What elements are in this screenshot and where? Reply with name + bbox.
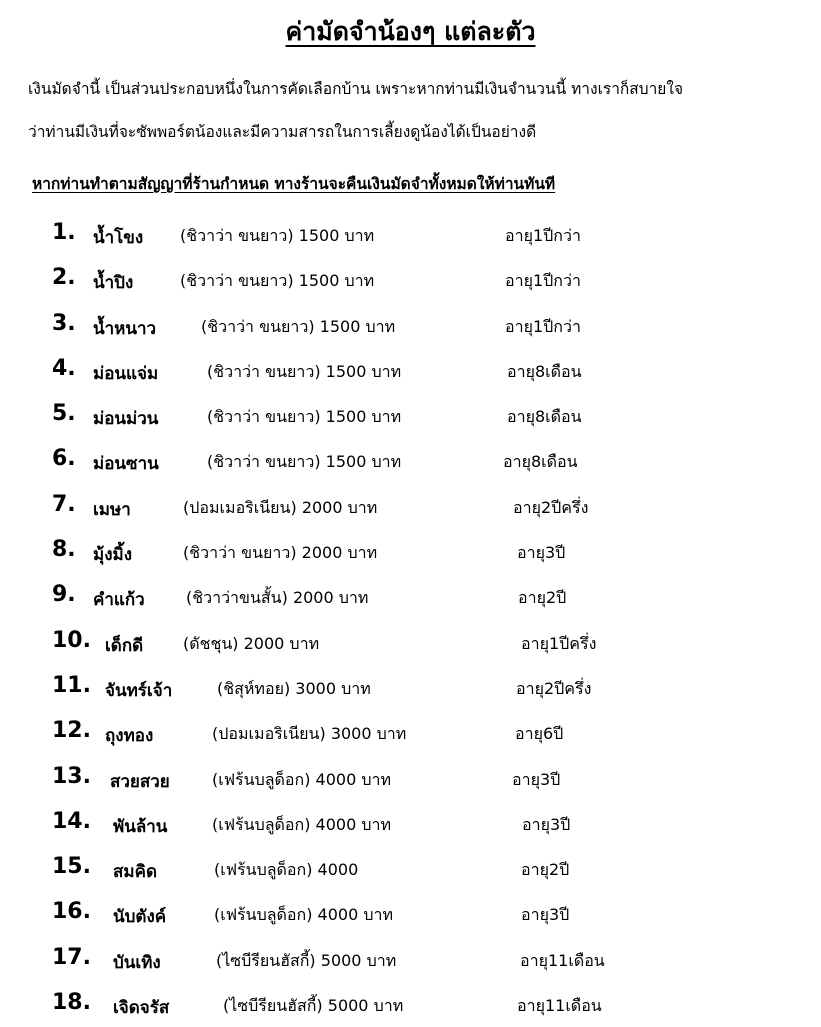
item-number: 17. (52, 944, 91, 970)
list-item (0, 801, 821, 846)
pet-name: สวยสวย (110, 771, 170, 792)
pet-age: อายุ1ปีกว่า (505, 226, 581, 245)
item-number: 11. (52, 672, 91, 698)
breed-and-price: (ชิสุห์ทอย) 3000 บาท (217, 678, 371, 698)
pet-name: มุ้งมิ้ง (93, 545, 133, 566)
refund-notice: หากท่านทำตามสัญญาที่ร้านกำหนด ทางร้านจะคืนเงินมัดจำทั้งหมดให้ท่านทันที (32, 175, 556, 193)
pet-name: บันเทิง (113, 952, 161, 973)
pet-age: อายุ6ปี (515, 724, 564, 744)
item-number: 14. (52, 808, 91, 834)
breed-and-price: (ปอมเมอริเนียน) 2000 บาท (183, 497, 378, 517)
breed-and-price: (ปอมเมอริเนียน) 3000 บาท (212, 724, 407, 744)
deposit-list (0, 212, 821, 1027)
list-item (0, 846, 821, 891)
pet-age: อายุ1ปีกว่า (505, 271, 581, 291)
item-number: 9. (52, 582, 76, 608)
pet-name: ถุงทอง (105, 726, 154, 747)
pet-age: อายุ3ปี (512, 769, 561, 789)
breed-and-price: (เฟร้นบลูด็อก) 4000 บาท (214, 905, 394, 925)
item-number: 7. (52, 491, 76, 517)
pet-name: พันล้าน (113, 816, 168, 837)
breed-and-price: (ชิวาว่า ขนยาว) 1500 บาท (180, 271, 375, 291)
breed-and-price: (ชิวาว่า ขนยาว) 1500 บาท (207, 452, 402, 472)
breed-and-price: (เฟร้นบลูด็อก) 4000 บาท (212, 769, 392, 789)
pet-age: อายุ2ปี (518, 588, 567, 608)
item-number: 12. (52, 718, 91, 744)
item-number: 1. (52, 220, 76, 245)
item-number: 2. (52, 265, 76, 291)
pet-name: น้ำหนาว (93, 318, 157, 339)
breed-and-price: (ชิวาว่า ขนยาว) 2000 บาท (183, 543, 378, 563)
item-number: 6. (52, 446, 76, 472)
list-item (0, 393, 821, 438)
pet-age: อายุ8เดือน (507, 361, 582, 381)
list-item (0, 937, 821, 982)
pet-age: อายุ3ปี (522, 814, 571, 834)
list-item (0, 756, 821, 801)
list-item (0, 438, 821, 483)
pet-name: น้ำปิง (93, 273, 134, 294)
pet-name: ม่อนแจ่ม (93, 363, 159, 384)
pet-name: เมษา (93, 499, 131, 520)
item-number: 4. (52, 355, 76, 381)
pet-name: น้ำโขง (93, 228, 144, 248)
pet-age: อายุ11เดือน (517, 996, 602, 1016)
breed-and-price: (ชิวาว่าขนสั้น) 2000 บาท (186, 588, 369, 608)
breed-and-price: (ชิวาว่า ขนยาว) 1500 บาท (207, 407, 402, 427)
list-item (0, 891, 821, 936)
page-title: ค่ามัดจำน้องๆ แต่ละตัว (285, 17, 536, 46)
list-item (0, 212, 821, 257)
breed-and-price: (เฟร้นบลูด็อก) 4000 บาท (212, 814, 392, 834)
list-item (0, 665, 821, 710)
list-item (0, 982, 821, 1027)
intro-line-1: เงินมัดจำนี้ เป็นส่วนประกอบหนึ่งในการคัดเลือกบ้าน เพราะหากท่านมีเงินจำนวนนี้ ทางเราก็สบายใจ (28, 80, 684, 98)
item-number: 13. (52, 763, 91, 789)
pet-age: อายุ2ปี (521, 860, 570, 880)
breed-and-price: (ไซบีรียนฮัสกี้) 5000 บาท (223, 996, 404, 1016)
list-item (0, 710, 821, 755)
pet-name: เจิดจรัส (113, 998, 170, 1019)
breed-and-price: (ไซบีรียนฮัสกี้) 5000 บาท (216, 950, 397, 970)
intro-line-2: ว่าท่านมีเงินที่จะซัพพอร์ตน้องและมีความสารถในการเลี้ยงดูน้องได้เป็นอย่างดี (28, 123, 537, 141)
item-number: 18. (52, 990, 91, 1016)
pet-name: คำแก้ว (93, 590, 145, 611)
list-item (0, 484, 821, 529)
breed-and-price: (ชิวาว่า ขนยาว) 1500 บาท (201, 316, 396, 336)
pet-age: อายุ2ปีครึ่ง (516, 678, 592, 698)
item-number: 8. (52, 537, 76, 563)
pet-name: จันทร์เจ้า (105, 680, 173, 701)
pet-age: อายุ3ปี (517, 543, 566, 563)
item-number: 10. (52, 627, 91, 653)
list-item (0, 620, 821, 665)
breed-and-price: (ชิวาว่า ขนยาว) 1500 บาท (180, 226, 375, 245)
pet-age: อายุ11เดือน (520, 950, 605, 970)
pet-name: สมคิด (113, 862, 157, 883)
item-number: 3. (52, 310, 76, 336)
pet-age: อายุ8เดือน (503, 452, 578, 472)
pet-age: อายุ1ปีครึ่ง (521, 633, 597, 653)
pet-age: อายุ8เดือน (507, 407, 582, 427)
pet-name: นับตังค์ (113, 907, 167, 928)
breed-and-price: (เฟร้นบลูด็อก) 4000 (214, 860, 359, 880)
item-number: 16. (52, 899, 91, 925)
list-item (0, 529, 821, 574)
list-item (0, 574, 821, 619)
breed-and-price: (ดัชชุน) 2000 บาท (183, 633, 320, 653)
pet-name: ม่อนซาน (93, 454, 159, 475)
item-number: 15. (52, 854, 91, 880)
list-item (0, 348, 821, 393)
list-item (0, 303, 821, 348)
pet-age: อายุ3ปี (521, 905, 570, 925)
breed-and-price: (ชิวาว่า ขนยาว) 1500 บาท (207, 361, 402, 381)
pet-name: เด็กดี (105, 635, 144, 656)
pet-age: อายุ1ปีกว่า (505, 316, 581, 336)
item-number: 5. (52, 401, 76, 427)
list-item (0, 257, 821, 302)
pet-name: ม่อนม่วน (93, 409, 159, 430)
pet-age: อายุ2ปีครึ่ง (513, 497, 589, 517)
